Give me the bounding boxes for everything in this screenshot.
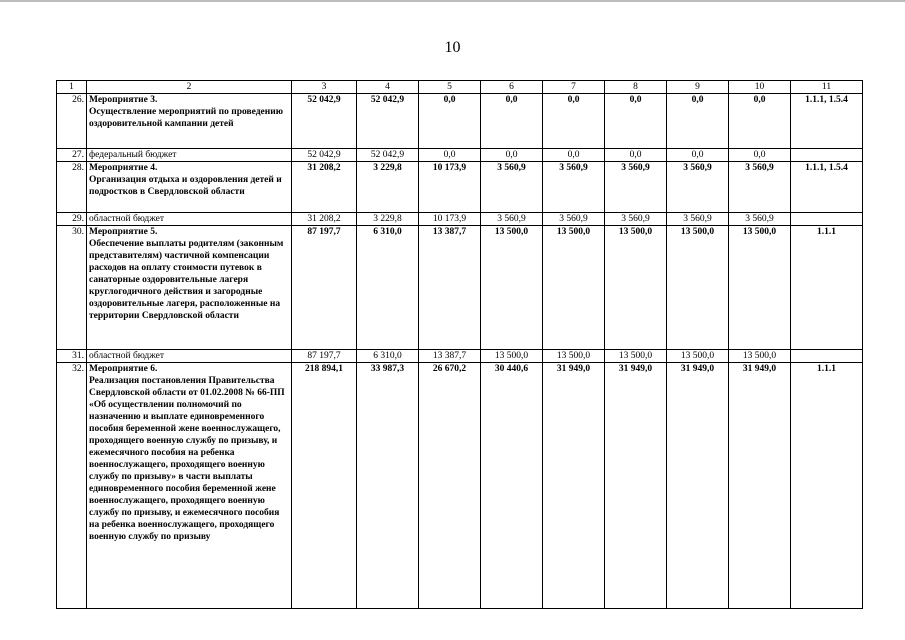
- target-indicator-cell: 1.1.1, 1.5.4: [791, 94, 863, 149]
- table-row: [57, 213, 863, 226]
- value-cell: 0,0: [481, 94, 543, 149]
- value-cell: 52 042,9: [357, 94, 419, 149]
- value-cell: 87 197,7: [292, 226, 357, 350]
- value-cell: 3 229,8: [357, 213, 419, 226]
- value-cell: 13 500,0: [729, 350, 791, 363]
- value-cell: 52 042,9: [292, 94, 357, 149]
- row-number: 31.: [57, 350, 87, 363]
- row-name: Мероприятие 3. Осуществление мероприятий по проведению оздоровительной кампании детей: [87, 94, 292, 149]
- table-row: [57, 226, 863, 350]
- row-name: Мероприятие 5. Обеспечение выплаты родителям (законным представителям) частичной компенсации расходов на оплату стоимости путевок в санаторные оздоровительные лагеря круглогодичного действия и загородные оздоровительные лагеря, расположенные на территории Свердловской области: [87, 226, 292, 350]
- target-indicator-cell: [791, 149, 863, 162]
- table-row: [57, 363, 863, 609]
- value-cell: 0,0: [419, 149, 481, 162]
- row-name: федеральный бюджет: [87, 149, 292, 162]
- column-header: 1: [57, 81, 87, 94]
- table-row: [57, 162, 863, 213]
- value-cell: 31 208,2: [292, 162, 357, 213]
- value-cell: 0,0: [667, 94, 729, 149]
- value-cell: 26 670,2: [419, 363, 481, 609]
- value-cell: 31 949,0: [605, 363, 667, 609]
- column-header: 4: [357, 81, 419, 94]
- row-number: 28.: [57, 162, 87, 213]
- value-cell: 3 560,9: [667, 162, 729, 213]
- row-name: областной бюджет: [87, 213, 292, 226]
- row-number: 32.: [57, 363, 87, 609]
- value-cell: 31 949,0: [729, 363, 791, 609]
- value-cell: 52 042,9: [357, 149, 419, 162]
- value-cell: 0,0: [605, 149, 667, 162]
- value-cell: 13 500,0: [729, 226, 791, 350]
- value-cell: 13 500,0: [543, 350, 605, 363]
- value-cell: 3 560,9: [543, 162, 605, 213]
- column-header: 9: [667, 81, 729, 94]
- value-cell: 3 560,9: [481, 213, 543, 226]
- value-cell: 0,0: [605, 94, 667, 149]
- value-cell: 3 229,8: [357, 162, 419, 213]
- value-cell: 3 560,9: [481, 162, 543, 213]
- scan-top-edge: [0, 0, 905, 2]
- column-header: 3: [292, 81, 357, 94]
- value-cell: 31 949,0: [667, 363, 729, 609]
- value-cell: 13 500,0: [667, 350, 729, 363]
- value-cell: 52 042,9: [292, 149, 357, 162]
- value-cell: 30 440,6: [481, 363, 543, 609]
- value-cell: 3 560,9: [605, 162, 667, 213]
- value-cell: 13 387,7: [419, 226, 481, 350]
- target-indicator-cell: 1.1.1: [791, 226, 863, 350]
- target-indicator-cell: 1.1.1, 1.5.4: [791, 162, 863, 213]
- row-number: 27.: [57, 149, 87, 162]
- page-number: 10: [444, 39, 461, 56]
- value-cell: 33 987,3: [357, 363, 419, 609]
- value-cell: 13 500,0: [667, 226, 729, 350]
- table-row: [57, 350, 863, 363]
- row-name: областной бюджет: [87, 350, 292, 363]
- value-cell: 0,0: [419, 94, 481, 149]
- row-name: Мероприятие 6. Реализация постановления Правительства Свердловской области от 01.02.2008 № 66-ПП «Об осуществлении полномочий по назначению и выплате единовременного пособия беременной жене военнослужащего, проходящего военную службу по призыву, и ежемесячного пособия на ребенка военнослужащего, проходящего военную службу по призыву» в части выплаты единовременного пособия беременной жене военнослужащего, проходящего военную службу по призыву, и ежемесячного пособия на ребенка военнослужащего, проходящего военную службу по призыву: [87, 363, 292, 609]
- value-cell: 0,0: [543, 94, 605, 149]
- value-cell: 0,0: [729, 94, 791, 149]
- value-cell: 0,0: [667, 149, 729, 162]
- value-cell: 13 500,0: [481, 350, 543, 363]
- value-cell: 13 500,0: [605, 226, 667, 350]
- value-cell: 10 173,9: [419, 213, 481, 226]
- value-cell: 13 500,0: [605, 350, 667, 363]
- value-cell: 3 560,9: [605, 213, 667, 226]
- target-indicator-cell: 1.1.1: [791, 363, 863, 609]
- target-indicator-cell: [791, 350, 863, 363]
- value-cell: 0,0: [543, 149, 605, 162]
- column-header: 11: [791, 81, 863, 94]
- table-row: [57, 149, 863, 162]
- row-name: Мероприятие 4. Организация отдыха и оздоровления детей и подростков в Свердловской области: [87, 162, 292, 213]
- row-number: 26.: [57, 94, 87, 149]
- value-cell: 3 560,9: [667, 213, 729, 226]
- target-indicator-cell: [791, 213, 863, 226]
- column-header: 5: [419, 81, 481, 94]
- column-header: 2: [87, 81, 292, 94]
- value-cell: 0,0: [481, 149, 543, 162]
- row-number: 29.: [57, 213, 87, 226]
- value-cell: 3 560,9: [729, 162, 791, 213]
- column-number-row: [57, 81, 863, 94]
- value-cell: 6 310,0: [357, 226, 419, 350]
- row-number: 30.: [57, 226, 87, 350]
- value-cell: 3 560,9: [543, 213, 605, 226]
- value-cell: 6 310,0: [357, 350, 419, 363]
- column-header: 6: [481, 81, 543, 94]
- value-cell: 31 949,0: [543, 363, 605, 609]
- value-cell: 31 208,2: [292, 213, 357, 226]
- column-header: 7: [543, 81, 605, 94]
- value-cell: 13 500,0: [481, 226, 543, 350]
- column-header: 10: [729, 81, 791, 94]
- table-row: [57, 94, 863, 149]
- value-cell: 0,0: [729, 149, 791, 162]
- value-cell: 13 387,7: [419, 350, 481, 363]
- value-cell: 3 560,9: [729, 213, 791, 226]
- budget-table: [56, 80, 863, 609]
- value-cell: 10 173,9: [419, 162, 481, 213]
- column-header: 8: [605, 81, 667, 94]
- value-cell: 13 500,0: [543, 226, 605, 350]
- value-cell: 87 197,7: [292, 350, 357, 363]
- value-cell: 218 894,1: [292, 363, 357, 609]
